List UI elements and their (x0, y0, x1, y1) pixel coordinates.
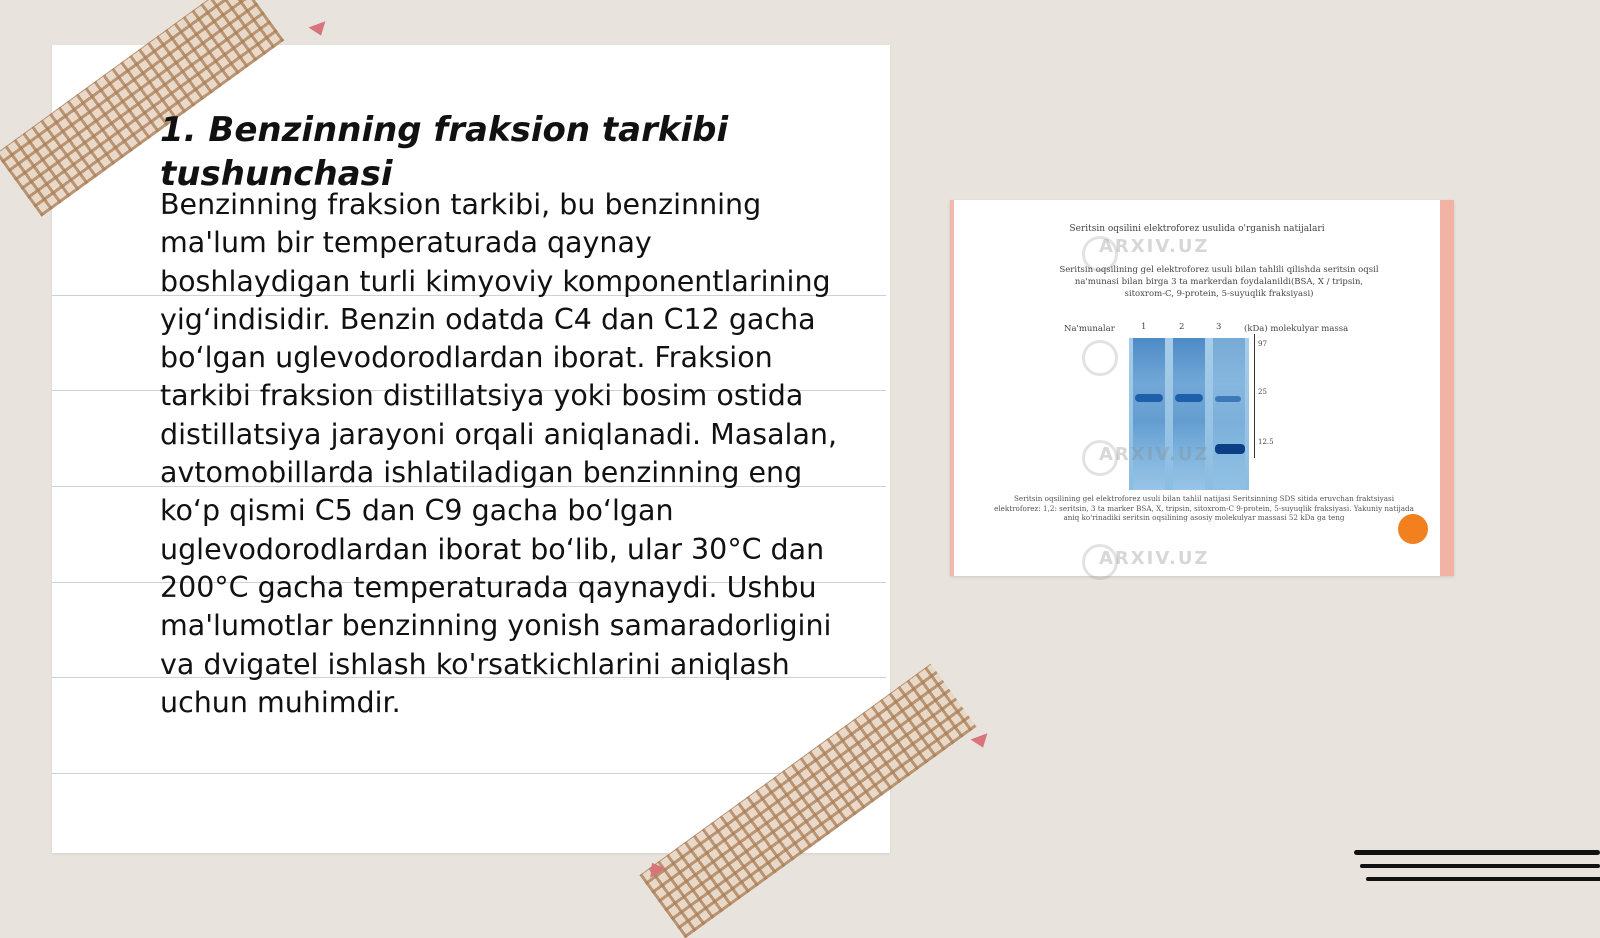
tape-tip-decoration (308, 21, 329, 38)
watermark-text: ARXIV.UZ (1099, 236, 1210, 257)
watermark-text: ARXIV.UZ (1099, 444, 1210, 465)
lane-number: 1 (1141, 322, 1147, 332)
gel-lane (1133, 338, 1165, 490)
figure-edge-stripe (1440, 200, 1454, 576)
lane-number: 2 (1179, 322, 1185, 332)
slide-body-text: Benzinning fraksion tarkibi, bu benzinning ma'lum bir temperaturada qaynay boshlaydigan turli kimyoviy komponentlarining yig‘indisidir. Benzin odatda C4 dan C12 gacha bo‘lgan uglevodorodlardan iborat. Fraksion tarkibi fraksion distillatsiya yoki bosim ostida distillatsiya jarayoni orqali aniqlanadi. Masalan, avtomobillarda ishlatiladigan benzinning eng ko‘p qismi C5 dan C9 gacha bo‘lgan uglevodorodlardan iborat bo‘lib, ular 30°C dan 200°C gacha temperaturada qaynaydi. Ushbu ma'lumotlar benzinning yonish samaradorligini va dvigatel ishlash ko'rsatkichlarini aniqlash uchun muhimdir. (160, 188, 838, 719)
lane-number: 3 (1216, 322, 1222, 332)
figure-title: Seritsin oqsilini elektroforez usulida o'rganish natijalari (1069, 224, 1325, 234)
paper-rule-line (52, 773, 886, 774)
electrophoresis-figure (950, 200, 1454, 576)
watermark-magnifier-icon (1082, 340, 1118, 376)
axis-tick-label: 97 (1258, 340, 1267, 348)
mass-axis-line (1254, 334, 1255, 458)
gel-image (1129, 338, 1249, 490)
gel-lane (1173, 338, 1205, 490)
brush-stroke-decoration (1366, 877, 1600, 881)
brush-stroke-decoration (1360, 864, 1600, 868)
figure-caption: Seritsin oqsilining gel elektroforez usuli bilan tahlil natijasi Seritsinning SDS sitida eruvchan fraktsiyasi elektroforez: 1,2: seritsin, 3 ta marker BSA, X, tripsin, sitoxrom-C 9-protein, 5-suyuqlik fraksiyasi. Yakuniy natijada aniq ko'rinadiki seritsin oqsilining asosiy molekulyar massasi 52 kDa ga teng (994, 494, 1414, 522)
brush-stroke-decoration (1354, 850, 1600, 855)
orange-dot-decoration (1398, 514, 1428, 544)
gel-band (1215, 396, 1241, 402)
tape-tip-decoration (970, 733, 991, 750)
gel-band (1135, 394, 1163, 402)
watermark-text: ARXIV.UZ (1099, 548, 1210, 569)
lane-header: Na'munalar (1064, 324, 1115, 334)
gel-lane (1213, 338, 1245, 490)
axis-tick-label: 25 (1258, 388, 1267, 396)
axis-header: (kDa) molekulyar massa (1244, 324, 1349, 334)
figure-subtitle: Seritsin oqsilining gel elektroforez usuli bilan tahlili qilishda seritsin oqsil na'munasi bilan birga 3 ta markerdan foydalanildi(BSA, X / tripsin, sitoxrom-C, 9-protein, 5-suyuqlik fraksiyasi) (1059, 265, 1379, 299)
axis-tick-label: 12.5 (1258, 438, 1274, 446)
gel-band (1175, 394, 1203, 402)
slide-title: 1. Benzinning fraksion tarkibi tushunchasi (160, 110, 729, 194)
gel-band (1215, 444, 1245, 454)
